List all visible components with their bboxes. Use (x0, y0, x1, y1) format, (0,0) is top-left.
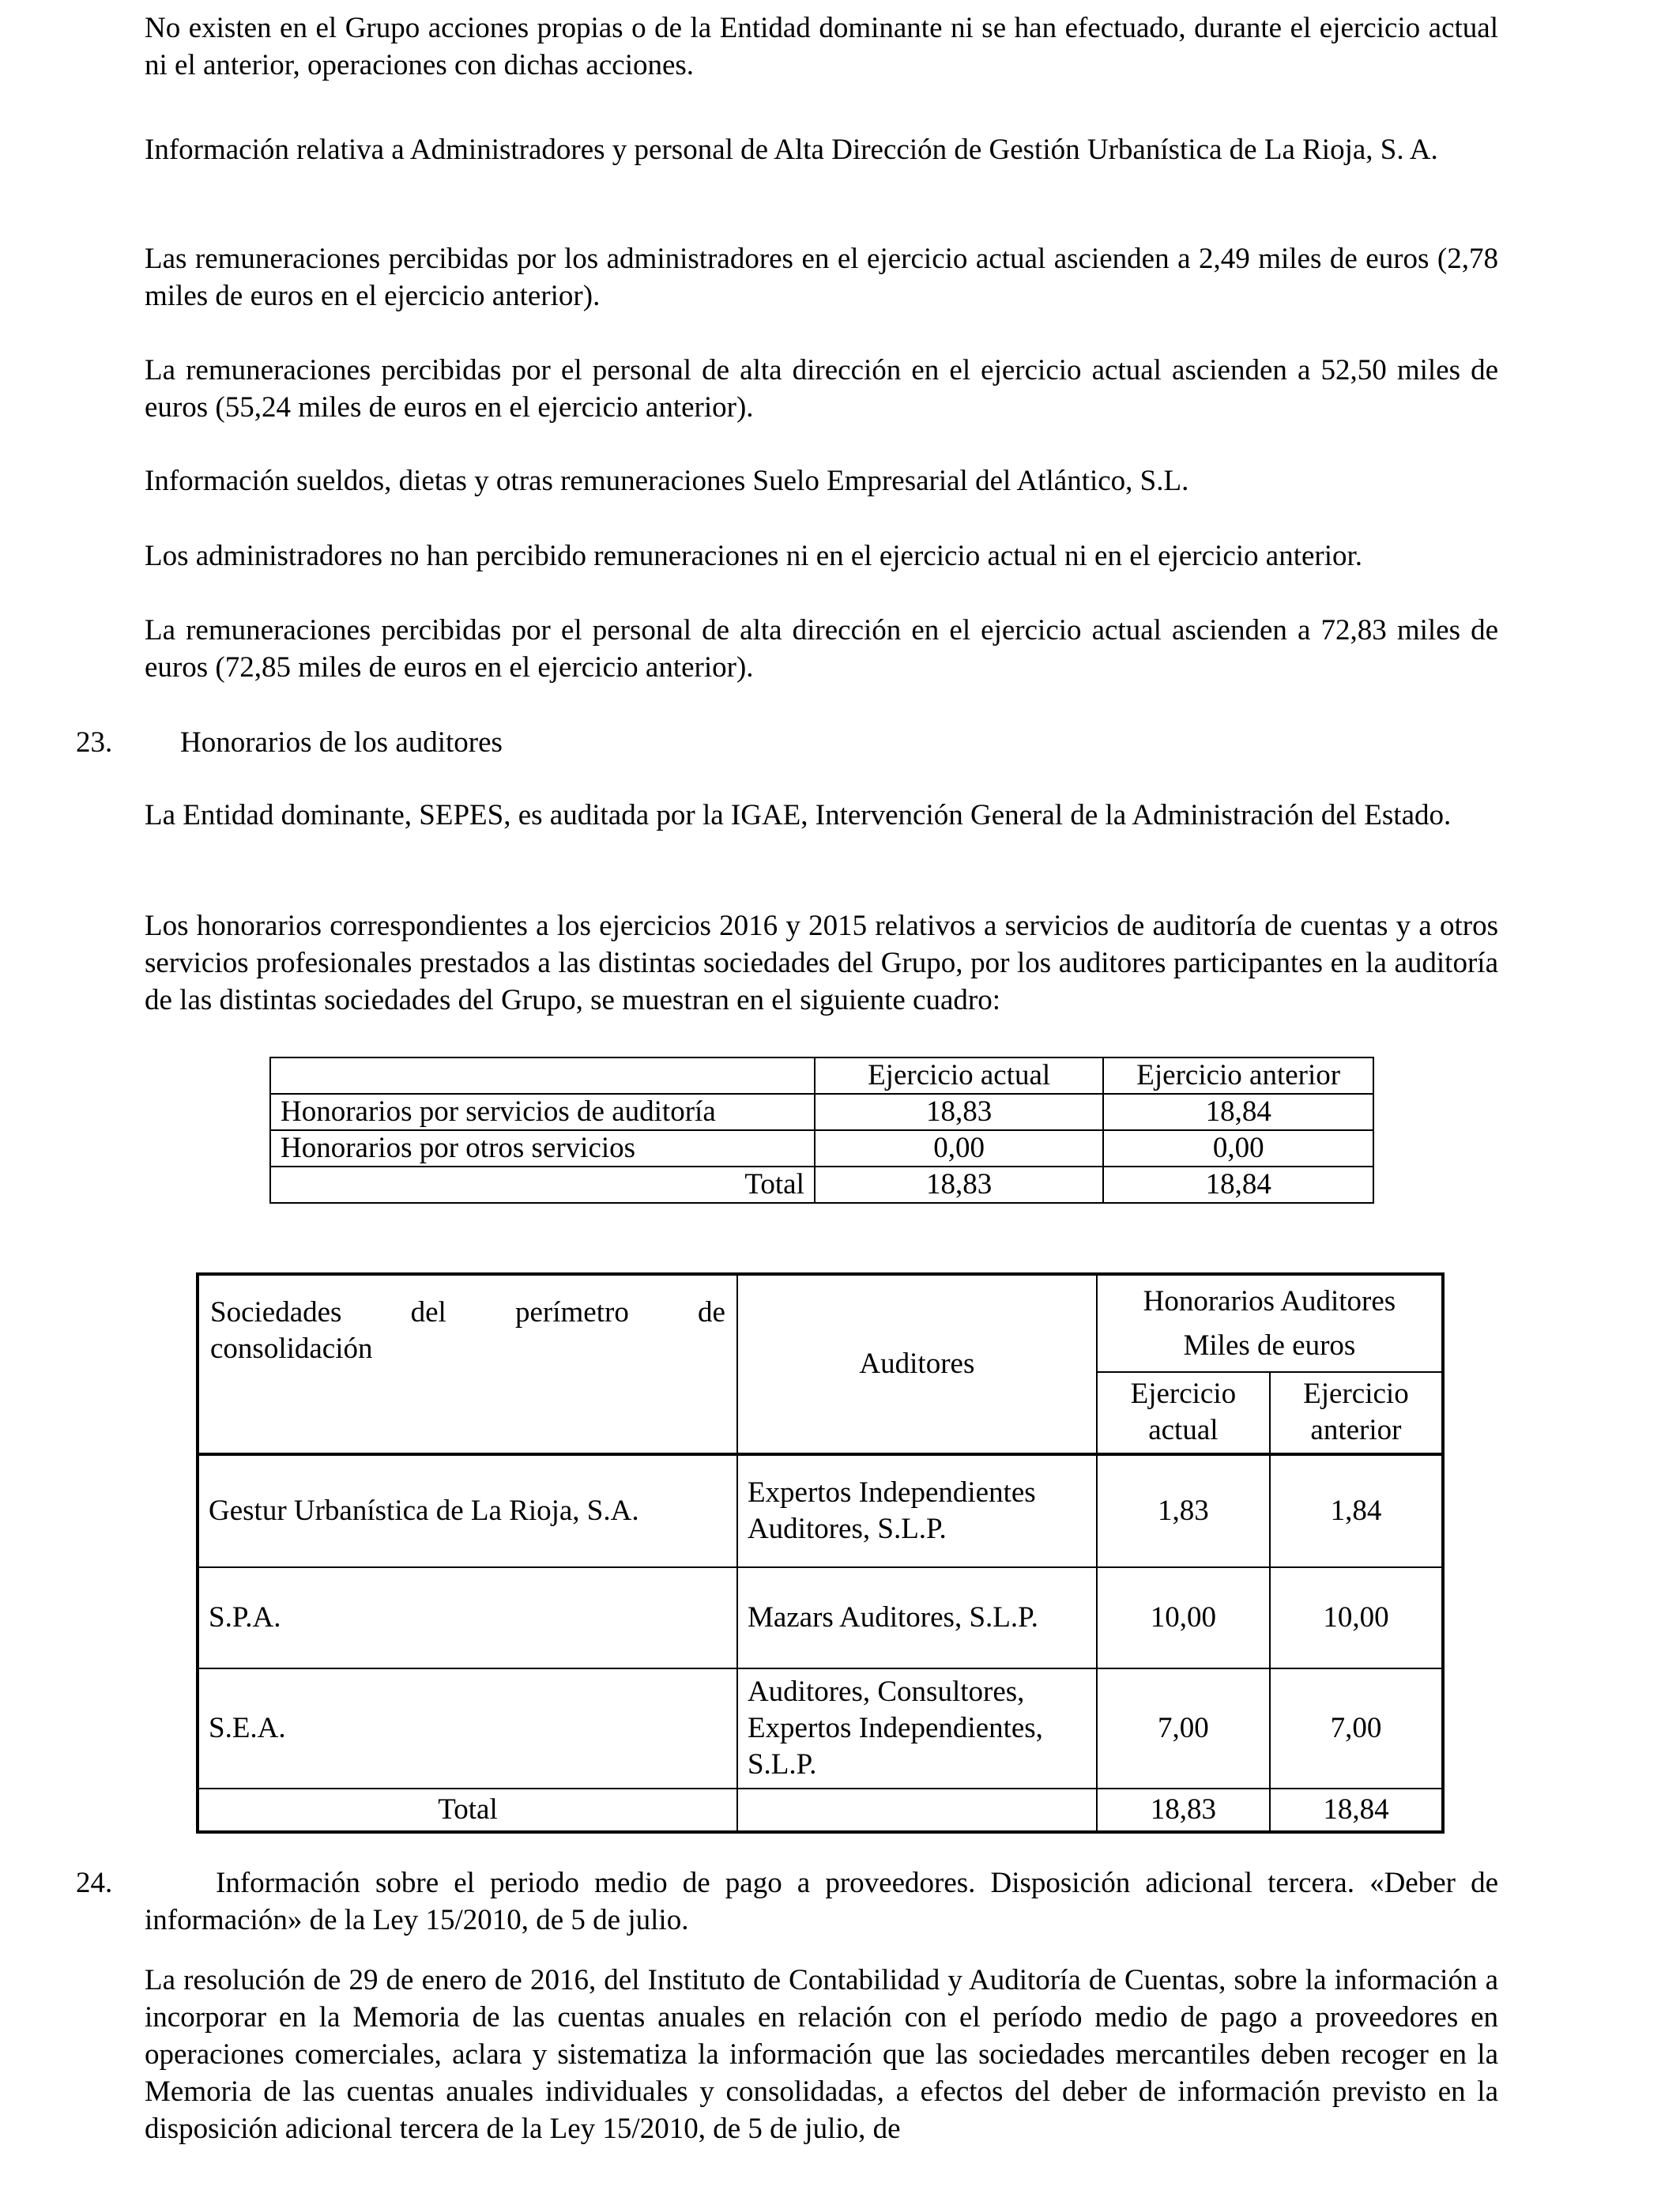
table-row (198, 1668, 1443, 1789)
table-header-row (198, 1274, 1443, 1372)
cell-anterior: 7,00 (1270, 1668, 1443, 1789)
honorarios-summary-table (269, 1057, 1374, 1204)
table-total-row (270, 1167, 1373, 1203)
cell-total-actual: 18,83 (1097, 1789, 1270, 1832)
section-23-number: 23. (76, 726, 113, 759)
cell-sociedad: Gestur Urbanística de La Rioja, S.A. (198, 1454, 737, 1567)
cell-empty (737, 1789, 1097, 1832)
paragraph-acciones-propias: No existen en el Grupo acciones propias o de la Entidad dominante ni se han efectuado, durante el ejercicio actual ni el anterior, operaciones con dichas acciones. (145, 12, 1498, 81)
cell-anterior: 10,00 (1270, 1567, 1443, 1668)
paragraph-resolucion-icac: La resolución de 29 de enero de 2016, del Instituto de Contabilidad y Auditoría de Cuentas, sobre la información a incorporar en la Memoria de las cuentas anuales en relación con el período medio de pago a proveedores en operaciones comerciales, aclara y sistematiza la información que las sociedades mercantiles deben recoger en la Memoria de las cuentas anuales individuales y consolidadas, a efectos del deber de información previsto en la disposición adicional tercera de la Ley 15/2010, de 5 de julio, de (145, 1964, 1498, 2145)
section-23-title: Honorarios de los auditores (180, 726, 503, 759)
header-units: Miles de euros (1183, 1329, 1356, 1363)
paragraph-administradores-sin-remuneracion: Los administradores no han percibido remuneraciones ni en el ejercicio actual ni en el ejercicio anterior. (145, 540, 1363, 572)
header-sociedades-line1: Sociedades del perímetro de (210, 1296, 725, 1329)
table-row (270, 1130, 1373, 1167)
paragraph-remuneraciones-alta-direccion-sea: La remuneraciones percibidas por el personal de alta dirección en el ejercicio actual ascienden a 72,83 miles de euros (72,85 miles de euros en el ejercicio anterior). (145, 614, 1498, 684)
paragraph-entidad-dominante: La Entidad dominante, SEPES, es auditada por la IGAE, Intervención General de la Administración del Estado. (145, 799, 1452, 831)
table-cell: Honorarios por otros servicios (270, 1130, 815, 1167)
table-row (198, 1567, 1443, 1668)
table-header-cell: Ejercicio actual (815, 1057, 1104, 1094)
cell-actual: 1,83 (1097, 1454, 1270, 1567)
table-total-row (198, 1789, 1443, 1832)
paragraph-remuneraciones-alta-direccion-gestur: La remuneraciones percibidas por el personal de alta dirección en el ejercicio actual ascienden a 52,50 miles de euros (55,24 miles de euros en el ejercicio anterior). (145, 354, 1498, 424)
table-total-label: Total (198, 1789, 737, 1832)
table-cell: 18,83 (815, 1094, 1104, 1130)
paragraph-honorarios-intro: Los honorarios correspondientes a los ejercicios 2016 y 2015 relativos a servicios de auditoría de cuentas y a otros servicios profesionales prestados a las distintas sociedades del Grupo, por los auditores participantes en la auditoría de las distintas sociedades del Grupo, se muestran en el siguiente cuadro: (145, 910, 1498, 1016)
table-cell: 0,00 (815, 1130, 1104, 1167)
table-cell: Honorarios por servicios de auditoría (270, 1094, 815, 1130)
cell-total-anterior: 18,84 (1270, 1789, 1443, 1832)
header-ejercicio-actual: Ejercicio actual (1097, 1372, 1270, 1455)
table-cell: 18,83 (815, 1167, 1104, 1203)
cell-sociedad: S.P.A. (198, 1567, 737, 1668)
section-24-title: Información sobre el periodo medio de pago a proveedores. Disposición adicional tercera. «Deber de información» de la Ley 15/2010, de 5 de julio. (145, 1867, 1498, 1936)
honorarios-by-company-table (196, 1272, 1445, 1834)
table-cell: 0,00 (1103, 1130, 1373, 1167)
section-24-number: 24. (76, 1867, 113, 1899)
cell-sociedad: S.E.A. (198, 1668, 737, 1789)
table-cell: 18,84 (1103, 1167, 1373, 1203)
table-header-row (270, 1057, 1373, 1094)
cell-auditor: Auditores, Consultores, Expertos Independientes, S.L.P. (737, 1668, 1097, 1789)
paragraph-info-administradores-gestur: Información relativa a Administradores y personal de Alta Dirección de Gestión Urbanística de La Rioja, S. A. (145, 134, 1438, 166)
table-row (270, 1094, 1373, 1130)
table-cell: 18,84 (1103, 1094, 1373, 1130)
cell-auditor: Expertos Independientes Auditores, S.L.P. (737, 1454, 1097, 1567)
header-honorarios-title: Honorarios Auditores (1143, 1285, 1396, 1318)
cell-anterior: 1,84 (1270, 1454, 1443, 1567)
header-sociedades (198, 1274, 737, 1454)
table-header-cell: Ejercicio anterior (1103, 1057, 1373, 1094)
paragraph-remuneraciones-administradores: Las remuneraciones percibidas por los administradores en el ejercicio actual ascienden a 2,49 miles de euros (2,78 miles de euros en el ejercicio anterior). (145, 243, 1498, 312)
cell-actual: 7,00 (1097, 1668, 1270, 1789)
header-sociedades-line2: consolidación (210, 1333, 373, 1365)
table-total-label: Total (270, 1167, 815, 1203)
table-row (198, 1454, 1443, 1567)
cell-actual: 10,00 (1097, 1567, 1270, 1668)
paragraph-info-sea: Información sueldos, dietas y otras remuneraciones Suelo Empresarial del Atlántico, S.L. (145, 465, 1189, 497)
header-ejercicio-anterior: Ejercicio anterior (1270, 1372, 1443, 1455)
cell-auditor: Mazars Auditores, S.L.P. (737, 1567, 1097, 1668)
header-honorarios-group (1097, 1274, 1443, 1372)
table-header-cell (270, 1057, 815, 1094)
header-auditores: Auditores (737, 1274, 1097, 1454)
